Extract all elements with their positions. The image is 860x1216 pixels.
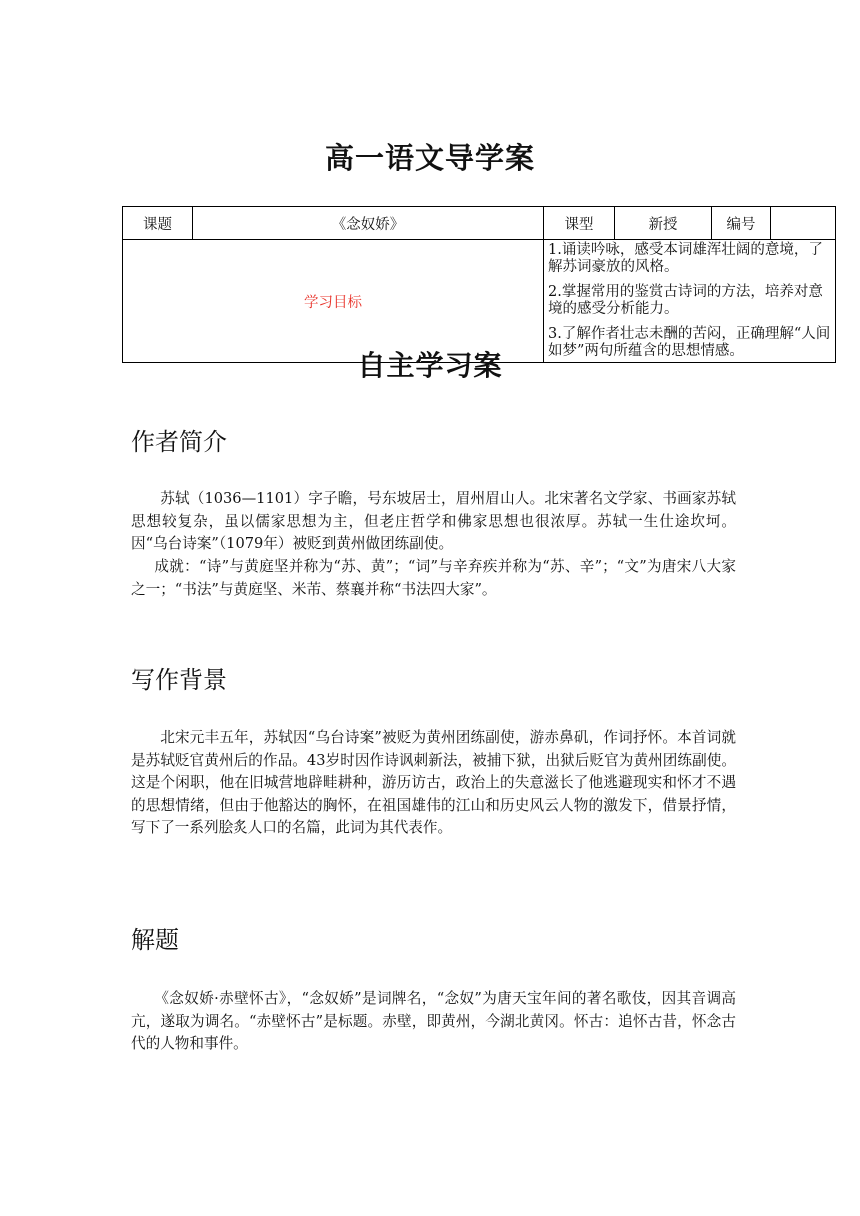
topic-label: 课题 xyxy=(123,207,193,240)
lesson-info-table xyxy=(122,206,836,363)
author-intro-paragraph: 苏轼（1036—1101）字子瞻，号东坡居士，眉州眉山人。北宋著名文学家、书画家苏轼思想较复杂，虽以儒家思想为主，但老庄哲学和佛家思想也很浓厚。苏轼一生仕途坎坷。因“乌台诗案”（1079年）被贬到黄州做团练副使。 xyxy=(131,490,736,552)
background-paragraph: 北宋元丰五年，苏轼因“乌台诗案”被贬为黄州团练副使，游赤鼻矶，作词抒怀。本首词就是苏轼贬官黄州后的作品。43岁时因作诗讽刺新法，被捕下狱，出狱后贬官为黄州团练副使。这是个闲职，他在旧城营地辟畦耕种，游历访古，政治上的失意滋长了他逃避现实和怀才不遇的思想情绪，但由于他豁达的胸怀，在祖国雄伟的江山和历史风云人物的激发下，借景抒情，写下了一系列脍炙人口的名篇，此词为其代表作。 xyxy=(131,729,736,836)
learning-goals-label-text: 学习目标 xyxy=(304,294,362,311)
number-label: 编号 xyxy=(712,207,771,240)
section-title-self-study: 自主学习案 xyxy=(357,349,503,382)
learning-goal-item: 1.诵读吟咏，感受本词雄浑壮阔的意境，了解苏词豪放的风格。 xyxy=(548,242,823,275)
lesson-type-value: 新授 xyxy=(615,207,712,240)
background-heading: 写作背景 xyxy=(131,666,227,694)
author-achievements-paragraph: 成就：“诗”与黄庭坚并称为“苏、黄”；“词”与辛弃疾并称为“苏、辛”；“文”为唐宋八大家之一；“书法”与黄庭坚、米芾、蔡襄并称“书法四大家”。 xyxy=(131,558,736,598)
author-intro-heading: 作者简介 xyxy=(131,428,227,456)
page-title: 高一语文导学案 xyxy=(324,141,535,175)
learning-goal-item: 2.掌握常用的鉴赏古诗词的方法，培养对意境的感受分析能力。 xyxy=(548,284,823,317)
topic-value: 《念奴娇》 xyxy=(193,207,544,240)
lesson-type-label: 课型 xyxy=(544,207,615,240)
table-row xyxy=(123,207,836,240)
explanation-paragraph: 《念奴娇·赤壁怀古》，“念奴娇”是词牌名，“念奴”为唐天宝年间的著名歌伎，因其音调高亢，遂取为调名。“赤壁怀古”是标题。赤壁，即黄州，今湖北黄冈。怀古：追怀古昔，怀念古代的人物和事件。 xyxy=(131,990,736,1052)
number-value xyxy=(771,207,836,240)
learning-goal-item: 3.了解作者壮志未酬的苦闷，正确理解“人间如梦”两句所蕴含的思想情感。 xyxy=(548,326,831,359)
explanation-heading: 解题 xyxy=(131,926,179,954)
